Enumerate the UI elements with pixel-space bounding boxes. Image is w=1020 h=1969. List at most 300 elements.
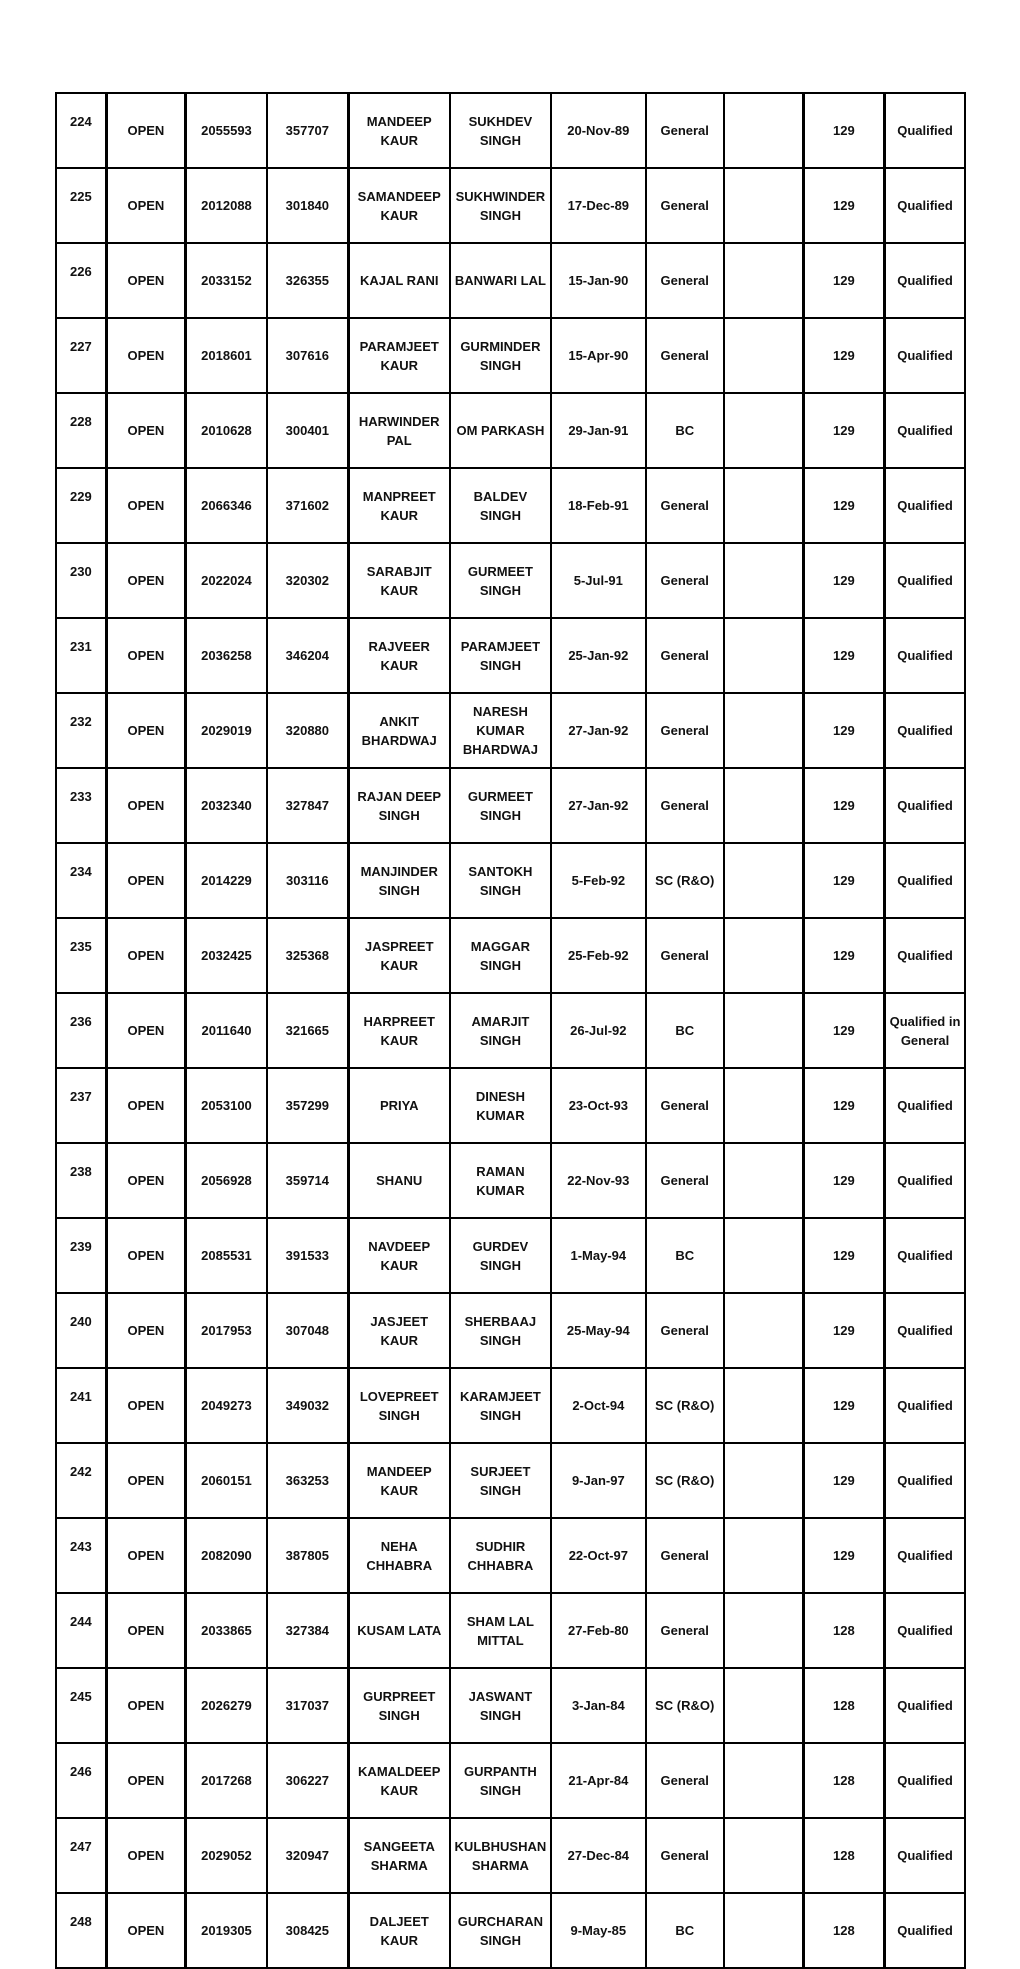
father-name-cell: SUKHDEV SINGH xyxy=(450,93,551,168)
marks-cell: 129 xyxy=(803,543,884,618)
father-name-cell: DINESH KUMAR xyxy=(450,1068,551,1143)
table-row xyxy=(56,393,965,468)
empty-cell xyxy=(724,1218,803,1293)
marks-cell: 129 xyxy=(803,243,884,318)
empty-cell xyxy=(724,468,803,543)
roll-number-cell: 2033865 xyxy=(186,1593,267,1668)
roll-number-cell: 2026279 xyxy=(186,1668,267,1743)
category-cell: OPEN xyxy=(106,993,185,1068)
roll-number-cell: 2060151 xyxy=(186,1443,267,1518)
empty-cell xyxy=(724,168,803,243)
marks-cell: 129 xyxy=(803,918,884,993)
category-cell: OPEN xyxy=(106,1893,185,1968)
category-cell: OPEN xyxy=(106,693,185,768)
marks-cell: 129 xyxy=(803,1518,884,1593)
category-cell: OPEN xyxy=(106,243,185,318)
marks-cell: 129 xyxy=(803,93,884,168)
serial-number-cell: 246 xyxy=(56,1743,106,1818)
marks-cell: 129 xyxy=(803,768,884,843)
date-of-birth-cell: 23-Oct-93 xyxy=(551,1068,645,1143)
father-name-cell: KULBHUSHAN SHARMA xyxy=(450,1818,551,1893)
application-number-cell: 303116 xyxy=(267,843,348,918)
father-name-cell: MAGGAR SINGH xyxy=(450,918,551,993)
serial-number-cell: 248 xyxy=(56,1893,106,1968)
empty-cell xyxy=(724,243,803,318)
date-of-birth-cell: 27-Jan-92 xyxy=(551,693,645,768)
category-cell: OPEN xyxy=(106,1443,185,1518)
empty-cell xyxy=(724,1893,803,1968)
result-status-cell: Qualified xyxy=(885,618,965,693)
category-cell: OPEN xyxy=(106,168,185,243)
marks-cell: 129 xyxy=(803,393,884,468)
candidate-name-cell: KAMALDEEP KAUR xyxy=(348,1743,449,1818)
table-row xyxy=(56,168,965,243)
result-status-cell: Qualified xyxy=(885,1893,965,1968)
father-name-cell: GURPANTH SINGH xyxy=(450,1743,551,1818)
table-row xyxy=(56,1443,965,1518)
roll-number-cell: 2012088 xyxy=(186,168,267,243)
empty-cell xyxy=(724,1668,803,1743)
date-of-birth-cell: 17-Dec-89 xyxy=(551,168,645,243)
application-number-cell: 357707 xyxy=(267,93,348,168)
result-status-cell: Qualified xyxy=(885,468,965,543)
caste-category-cell: General xyxy=(646,1518,724,1593)
result-status-cell: Qualified xyxy=(885,1368,965,1443)
application-number-cell: 327847 xyxy=(267,768,348,843)
serial-number-cell: 230 xyxy=(56,543,106,618)
category-cell: OPEN xyxy=(106,1593,185,1668)
caste-category-cell: General xyxy=(646,1293,724,1368)
roll-number-cell: 2011640 xyxy=(186,993,267,1068)
category-cell: OPEN xyxy=(106,1368,185,1443)
marks-cell: 129 xyxy=(803,993,884,1068)
roll-number-cell: 2017953 xyxy=(186,1293,267,1368)
date-of-birth-cell: 25-Feb-92 xyxy=(551,918,645,993)
result-status-cell: Qualified xyxy=(885,1818,965,1893)
table-row xyxy=(56,693,965,768)
caste-category-cell: BC xyxy=(646,1893,724,1968)
result-status-cell: Qualified xyxy=(885,393,965,468)
serial-number-cell: 247 xyxy=(56,1818,106,1893)
empty-cell xyxy=(724,1818,803,1893)
table-row xyxy=(56,1593,965,1668)
application-number-cell: 327384 xyxy=(267,1593,348,1668)
date-of-birth-cell: 22-Nov-93 xyxy=(551,1143,645,1218)
father-name-cell: GURMEET SINGH xyxy=(450,543,551,618)
roll-number-cell: 2017268 xyxy=(186,1743,267,1818)
date-of-birth-cell: 5-Feb-92 xyxy=(551,843,645,918)
roll-number-cell: 2010628 xyxy=(186,393,267,468)
candidate-name-cell: JASPREET KAUR xyxy=(348,918,449,993)
father-name-cell: BALDEV SINGH xyxy=(450,468,551,543)
result-status-cell: Qualified xyxy=(885,318,965,393)
application-number-cell: 363253 xyxy=(267,1443,348,1518)
category-cell: OPEN xyxy=(106,318,185,393)
table-row xyxy=(56,843,965,918)
roll-number-cell: 2029052 xyxy=(186,1818,267,1893)
father-name-cell: JASWANT SINGH xyxy=(450,1668,551,1743)
result-status-cell: Qualified xyxy=(885,1293,965,1368)
marks-cell: 129 xyxy=(803,1293,884,1368)
roll-number-cell: 2055593 xyxy=(186,93,267,168)
serial-number-cell: 234 xyxy=(56,843,106,918)
application-number-cell: 317037 xyxy=(267,1668,348,1743)
serial-number-cell: 235 xyxy=(56,918,106,993)
table-row xyxy=(56,1893,965,1968)
table-row xyxy=(56,543,965,618)
application-number-cell: 349032 xyxy=(267,1368,348,1443)
candidate-name-cell: RAJVEER KAUR xyxy=(348,618,449,693)
category-cell: OPEN xyxy=(106,1293,185,1368)
empty-cell xyxy=(724,993,803,1068)
empty-cell xyxy=(724,843,803,918)
marks-cell: 129 xyxy=(803,1443,884,1518)
result-status-cell: Qualified xyxy=(885,843,965,918)
table-row xyxy=(56,768,965,843)
empty-cell xyxy=(724,1143,803,1218)
caste-category-cell: General xyxy=(646,693,724,768)
candidate-name-cell: SARABJIT KAUR xyxy=(348,543,449,618)
table-row xyxy=(56,918,965,993)
application-number-cell: 307048 xyxy=(267,1293,348,1368)
roll-number-cell: 2022024 xyxy=(186,543,267,618)
serial-number-cell: 240 xyxy=(56,1293,106,1368)
caste-category-cell: SC (R&O) xyxy=(646,843,724,918)
caste-category-cell: BC xyxy=(646,993,724,1068)
empty-cell xyxy=(724,318,803,393)
roll-number-cell: 2018601 xyxy=(186,318,267,393)
caste-category-cell: General xyxy=(646,768,724,843)
date-of-birth-cell: 21-Apr-84 xyxy=(551,1743,645,1818)
table-body xyxy=(56,93,965,1968)
date-of-birth-cell: 22-Oct-97 xyxy=(551,1518,645,1593)
application-number-cell: 325368 xyxy=(267,918,348,993)
empty-cell xyxy=(724,1293,803,1368)
table-row xyxy=(56,1293,965,1368)
candidate-name-cell: DALJEET KAUR xyxy=(348,1893,449,1968)
result-status-cell: Qualified xyxy=(885,693,965,768)
serial-number-cell: 239 xyxy=(56,1218,106,1293)
roll-number-cell: 2014229 xyxy=(186,843,267,918)
application-number-cell: 391533 xyxy=(267,1218,348,1293)
result-status-cell: Qualified xyxy=(885,543,965,618)
application-number-cell: 371602 xyxy=(267,468,348,543)
candidate-name-cell: GURPREET SINGH xyxy=(348,1668,449,1743)
serial-number-cell: 231 xyxy=(56,618,106,693)
date-of-birth-cell: 25-May-94 xyxy=(551,1293,645,1368)
date-of-birth-cell: 5-Jul-91 xyxy=(551,543,645,618)
application-number-cell: 320302 xyxy=(267,543,348,618)
application-number-cell: 320947 xyxy=(267,1818,348,1893)
roll-number-cell: 2085531 xyxy=(186,1218,267,1293)
application-number-cell: 307616 xyxy=(267,318,348,393)
table-row xyxy=(56,468,965,543)
date-of-birth-cell: 15-Apr-90 xyxy=(551,318,645,393)
results-table xyxy=(55,92,966,1969)
caste-category-cell: General xyxy=(646,93,724,168)
date-of-birth-cell: 9-Jan-97 xyxy=(551,1443,645,1518)
father-name-cell: BANWARI LAL xyxy=(450,243,551,318)
roll-number-cell: 2033152 xyxy=(186,243,267,318)
empty-cell xyxy=(724,1068,803,1143)
marks-cell: 129 xyxy=(803,318,884,393)
date-of-birth-cell: 15-Jan-90 xyxy=(551,243,645,318)
father-name-cell: GURMINDER SINGH xyxy=(450,318,551,393)
father-name-cell: SANTOKH SINGH xyxy=(450,843,551,918)
application-number-cell: 301840 xyxy=(267,168,348,243)
date-of-birth-cell: 3-Jan-84 xyxy=(551,1668,645,1743)
table-row xyxy=(56,993,965,1068)
table-row xyxy=(56,1743,965,1818)
caste-category-cell: SC (R&O) xyxy=(646,1443,724,1518)
serial-number-cell: 238 xyxy=(56,1143,106,1218)
table-row xyxy=(56,243,965,318)
table-row xyxy=(56,1518,965,1593)
category-cell: OPEN xyxy=(106,1068,185,1143)
marks-cell: 128 xyxy=(803,1593,884,1668)
marks-cell: 129 xyxy=(803,693,884,768)
roll-number-cell: 2056928 xyxy=(186,1143,267,1218)
father-name-cell: OM PARKASH xyxy=(450,393,551,468)
empty-cell xyxy=(724,1443,803,1518)
application-number-cell: 387805 xyxy=(267,1518,348,1593)
empty-cell xyxy=(724,1593,803,1668)
category-cell: OPEN xyxy=(106,1218,185,1293)
empty-cell xyxy=(724,543,803,618)
empty-cell xyxy=(724,918,803,993)
category-cell: OPEN xyxy=(106,918,185,993)
result-status-cell: Qualified xyxy=(885,1443,965,1518)
serial-number-cell: 229 xyxy=(56,468,106,543)
candidate-name-cell: RAJAN DEEP SINGH xyxy=(348,768,449,843)
candidate-name-cell: MANJINDER SINGH xyxy=(348,843,449,918)
father-name-cell: SHAM LAL MITTAL xyxy=(450,1593,551,1668)
roll-number-cell: 2049273 xyxy=(186,1368,267,1443)
candidate-name-cell: NAVDEEP KAUR xyxy=(348,1218,449,1293)
table-row xyxy=(56,1218,965,1293)
father-name-cell: GURDEV SINGH xyxy=(450,1218,551,1293)
caste-category-cell: General xyxy=(646,1068,724,1143)
application-number-cell: 320880 xyxy=(267,693,348,768)
father-name-cell: GURMEET SINGH xyxy=(450,768,551,843)
category-cell: OPEN xyxy=(106,468,185,543)
serial-number-cell: 244 xyxy=(56,1593,106,1668)
result-status-cell: Qualified xyxy=(885,1143,965,1218)
marks-cell: 129 xyxy=(803,618,884,693)
table-row xyxy=(56,318,965,393)
marks-cell: 128 xyxy=(803,1743,884,1818)
result-status-cell: Qualified in General xyxy=(885,993,965,1068)
marks-cell: 128 xyxy=(803,1818,884,1893)
empty-cell xyxy=(724,1368,803,1443)
application-number-cell: 321665 xyxy=(267,993,348,1068)
caste-category-cell: General xyxy=(646,243,724,318)
result-status-cell: Qualified xyxy=(885,918,965,993)
category-cell: OPEN xyxy=(106,93,185,168)
father-name-cell: KARAMJEET SINGH xyxy=(450,1368,551,1443)
date-of-birth-cell: 1-May-94 xyxy=(551,1218,645,1293)
candidate-name-cell: MANPREET KAUR xyxy=(348,468,449,543)
empty-cell xyxy=(724,1743,803,1818)
roll-number-cell: 2053100 xyxy=(186,1068,267,1143)
candidate-name-cell: PARAMJEET KAUR xyxy=(348,318,449,393)
result-status-cell: Qualified xyxy=(885,93,965,168)
category-cell: OPEN xyxy=(106,1668,185,1743)
roll-number-cell: 2019305 xyxy=(186,1893,267,1968)
father-name-cell: SURJEET SINGH xyxy=(450,1443,551,1518)
empty-cell xyxy=(724,1518,803,1593)
serial-number-cell: 237 xyxy=(56,1068,106,1143)
table-row xyxy=(56,1143,965,1218)
serial-number-cell: 245 xyxy=(56,1668,106,1743)
marks-cell: 128 xyxy=(803,1893,884,1968)
date-of-birth-cell: 2-Oct-94 xyxy=(551,1368,645,1443)
marks-cell: 129 xyxy=(803,1218,884,1293)
serial-number-cell: 224 xyxy=(56,93,106,168)
caste-category-cell: General xyxy=(646,1743,724,1818)
category-cell: OPEN xyxy=(106,768,185,843)
candidate-name-cell: KAJAL RANI xyxy=(348,243,449,318)
marks-cell: 129 xyxy=(803,168,884,243)
empty-cell xyxy=(724,93,803,168)
empty-cell xyxy=(724,693,803,768)
date-of-birth-cell: 29-Jan-91 xyxy=(551,393,645,468)
serial-number-cell: 227 xyxy=(56,318,106,393)
roll-number-cell: 2032425 xyxy=(186,918,267,993)
marks-cell: 129 xyxy=(803,843,884,918)
caste-category-cell: SC (R&O) xyxy=(646,1368,724,1443)
caste-category-cell: General xyxy=(646,168,724,243)
father-name-cell: RAMAN KUMAR xyxy=(450,1143,551,1218)
category-cell: OPEN xyxy=(106,393,185,468)
application-number-cell: 359714 xyxy=(267,1143,348,1218)
table-row xyxy=(56,93,965,168)
table-row xyxy=(56,1818,965,1893)
result-status-cell: Qualified xyxy=(885,1068,965,1143)
application-number-cell: 308425 xyxy=(267,1893,348,1968)
serial-number-cell: 236 xyxy=(56,993,106,1068)
category-cell: OPEN xyxy=(106,1743,185,1818)
date-of-birth-cell: 25-Jan-92 xyxy=(551,618,645,693)
date-of-birth-cell: 27-Jan-92 xyxy=(551,768,645,843)
marks-cell: 129 xyxy=(803,468,884,543)
table-row xyxy=(56,618,965,693)
marks-cell: 128 xyxy=(803,1668,884,1743)
caste-category-cell: General xyxy=(646,318,724,393)
application-number-cell: 357299 xyxy=(267,1068,348,1143)
application-number-cell: 300401 xyxy=(267,393,348,468)
candidate-name-cell: ANKIT BHARDWAJ xyxy=(348,693,449,768)
result-status-cell: Qualified xyxy=(885,243,965,318)
serial-number-cell: 226 xyxy=(56,243,106,318)
candidate-name-cell: JASJEET KAUR xyxy=(348,1293,449,1368)
caste-category-cell: General xyxy=(646,543,724,618)
candidate-name-cell: SANGEETA SHARMA xyxy=(348,1818,449,1893)
application-number-cell: 346204 xyxy=(267,618,348,693)
date-of-birth-cell: 18-Feb-91 xyxy=(551,468,645,543)
candidate-name-cell: MANDEEP KAUR xyxy=(348,93,449,168)
caste-category-cell: General xyxy=(646,1593,724,1668)
date-of-birth-cell: 9-May-85 xyxy=(551,1893,645,1968)
serial-number-cell: 243 xyxy=(56,1518,106,1593)
category-cell: OPEN xyxy=(106,843,185,918)
result-status-cell: Qualified xyxy=(885,1743,965,1818)
serial-number-cell: 228 xyxy=(56,393,106,468)
serial-number-cell: 242 xyxy=(56,1443,106,1518)
date-of-birth-cell: 27-Feb-80 xyxy=(551,1593,645,1668)
empty-cell xyxy=(724,618,803,693)
candidate-name-cell: PRIYA xyxy=(348,1068,449,1143)
result-status-cell: Qualified xyxy=(885,1668,965,1743)
father-name-cell: SUKHWINDER SINGH xyxy=(450,168,551,243)
father-name-cell: GURCHARAN SINGH xyxy=(450,1893,551,1968)
candidate-name-cell: HARPREET KAUR xyxy=(348,993,449,1068)
date-of-birth-cell: 27-Dec-84 xyxy=(551,1818,645,1893)
serial-number-cell: 232 xyxy=(56,693,106,768)
empty-cell xyxy=(724,768,803,843)
caste-category-cell: General xyxy=(646,918,724,993)
empty-cell xyxy=(724,393,803,468)
caste-category-cell: SC (R&O) xyxy=(646,1668,724,1743)
marks-cell: 129 xyxy=(803,1068,884,1143)
serial-number-cell: 233 xyxy=(56,768,106,843)
table-row xyxy=(56,1368,965,1443)
result-status-cell: Qualified xyxy=(885,1518,965,1593)
roll-number-cell: 2082090 xyxy=(186,1518,267,1593)
candidate-name-cell: NEHA CHHABRA xyxy=(348,1518,449,1593)
candidate-name-cell: SHANU xyxy=(348,1143,449,1218)
date-of-birth-cell: 20-Nov-89 xyxy=(551,93,645,168)
candidate-name-cell: KUSAM LATA xyxy=(348,1593,449,1668)
father-name-cell: PARAMJEET SINGH xyxy=(450,618,551,693)
category-cell: OPEN xyxy=(106,618,185,693)
marks-cell: 129 xyxy=(803,1143,884,1218)
date-of-birth-cell: 26-Jul-92 xyxy=(551,993,645,1068)
result-status-cell: Qualified xyxy=(885,1218,965,1293)
result-status-cell: Qualified xyxy=(885,168,965,243)
category-cell: OPEN xyxy=(106,1818,185,1893)
category-cell: OPEN xyxy=(106,543,185,618)
caste-category-cell: General xyxy=(646,618,724,693)
category-cell: OPEN xyxy=(106,1143,185,1218)
category-cell: OPEN xyxy=(106,1518,185,1593)
table-row xyxy=(56,1068,965,1143)
table-row xyxy=(56,1668,965,1743)
caste-category-cell: BC xyxy=(646,1218,724,1293)
father-name-cell: SUDHIR CHHABRA xyxy=(450,1518,551,1593)
result-status-cell: Qualified xyxy=(885,768,965,843)
caste-category-cell: BC xyxy=(646,393,724,468)
serial-number-cell: 241 xyxy=(56,1368,106,1443)
father-name-cell: SHERBAAJ SINGH xyxy=(450,1293,551,1368)
father-name-cell: NARESH KUMAR BHARDWAJ xyxy=(450,693,551,768)
caste-category-cell: General xyxy=(646,1818,724,1893)
serial-number-cell: 225 xyxy=(56,168,106,243)
roll-number-cell: 2036258 xyxy=(186,618,267,693)
caste-category-cell: General xyxy=(646,1143,724,1218)
application-number-cell: 306227 xyxy=(267,1743,348,1818)
father-name-cell: AMARJIT SINGH xyxy=(450,993,551,1068)
result-status-cell: Qualified xyxy=(885,1593,965,1668)
roll-number-cell: 2029019 xyxy=(186,693,267,768)
roll-number-cell: 2066346 xyxy=(186,468,267,543)
roll-number-cell: 2032340 xyxy=(186,768,267,843)
application-number-cell: 326355 xyxy=(267,243,348,318)
candidate-name-cell: HARWINDER PAL xyxy=(348,393,449,468)
candidate-name-cell: SAMANDEEP KAUR xyxy=(348,168,449,243)
marks-cell: 129 xyxy=(803,1368,884,1443)
candidate-name-cell: MANDEEP KAUR xyxy=(348,1443,449,1518)
